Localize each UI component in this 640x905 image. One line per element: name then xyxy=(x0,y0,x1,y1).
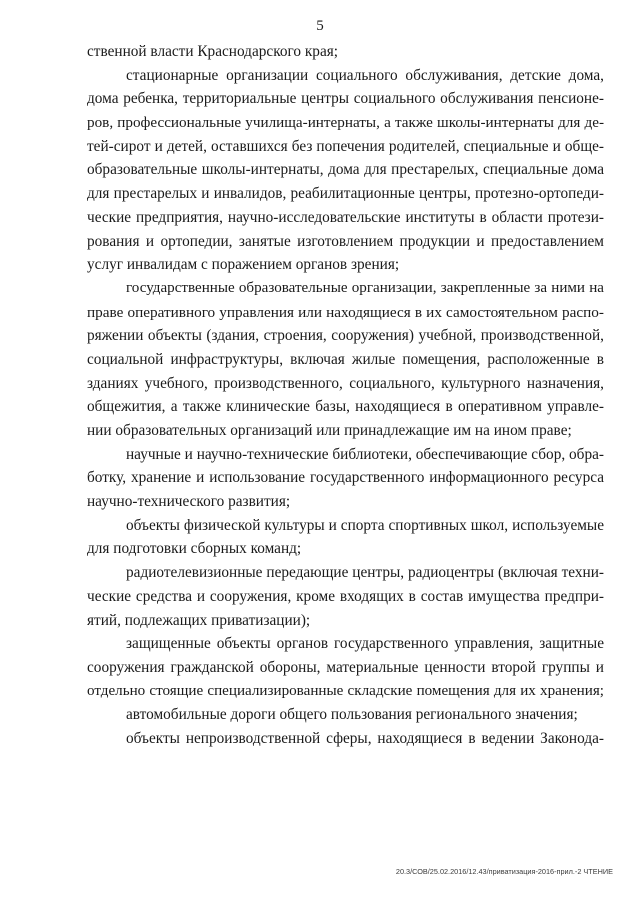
text-line: отдельно стоящие специализированные складские помещения для их хранения; xyxy=(87,682,604,699)
text-line: образовательные школы-интернаты, дома для престарелых, специальные дома xyxy=(87,161,604,179)
text-line: автомобильные дороги общего пользования регионального значения; xyxy=(126,706,578,724)
text-line: зданиях учебного, производственного, социального, культурного назначения, xyxy=(87,374,604,392)
text-line: нии образовательных организаций или принадлежащие им на ином праве; xyxy=(87,422,572,439)
text-line: рования и ортопедии, занятые изготовлением продукции и предоставлением xyxy=(87,232,604,250)
body-text xyxy=(87,40,604,751)
text-line: защищенные объекты органов государственного управления, защитные xyxy=(126,635,604,653)
text-line: услуг инвалидам с поражением органов зрения; xyxy=(87,256,400,274)
text-line: ственной власти Краснодарского края; xyxy=(87,43,339,60)
text-line: объекты непроизводственной сферы, находящиеся в ведении Законода- xyxy=(126,729,604,747)
text-line: ческие предприятия, научно-исследовательские институты в области протези- xyxy=(87,208,604,226)
text-line: общежития, а также клинические базы, находящиеся в оперативном управле- xyxy=(87,398,604,416)
text-line: ряжении объекты (здания, строения, сооружения) учебной, производственной, xyxy=(87,327,604,345)
footer-document-reference: 20.3/СОВ/25.02.2016/12.43/приватизация-2016-прил.-2 ЧТЕНИЕ xyxy=(395,867,613,876)
text-line: радиотелевизионные передающие центры, радиоцентры (включая техни- xyxy=(126,564,604,582)
text-line: научно-технического развития; xyxy=(87,493,291,511)
text-line: ческие средства и сооружения, кроме входящих в состав имущества предпри- xyxy=(87,587,604,605)
text-line: ров, профессиональные училища-интернаты, а также школы-интернаты для де- xyxy=(87,114,604,132)
text-line: ботку, хранение и использование государственного информационного ресурса xyxy=(87,469,604,487)
text-line: ятий, подлежащих приватизации); xyxy=(87,611,311,629)
text-line: объекты физической культуры и спорта спортивных школ, используемые xyxy=(126,516,604,534)
text-line: тей-сирот и детей, оставшихся без попечения родителей, специальные и обще- xyxy=(87,137,604,155)
text-line: дома ребенка, территориальные центры социального обслуживания пенсионе- xyxy=(87,90,604,108)
text-line: научные и научно-технические библиотеки, обеспечивающие сбор, обра- xyxy=(126,445,604,463)
page-number: 5 xyxy=(316,18,324,34)
text-line: государственные образовательные организации, закрепленные за ними на xyxy=(126,279,604,296)
text-line: для подготовки сборных команд; xyxy=(87,540,302,558)
text-line: для престарелых и инвалидов, реабилитационные центры, протезно-ортопеди- xyxy=(87,185,604,203)
text-line: праве оперативного управления или находящиеся в их самостоятельном распо- xyxy=(87,303,604,321)
text-line: сооружения гражданской обороны, материальные ценности второй группы и xyxy=(87,658,604,676)
text-line: стационарные организации социального обслуживания, детские дома, xyxy=(126,66,604,84)
text-line: социальной инфраструктуры, включая жилые помещения, расположенные в xyxy=(87,350,604,368)
